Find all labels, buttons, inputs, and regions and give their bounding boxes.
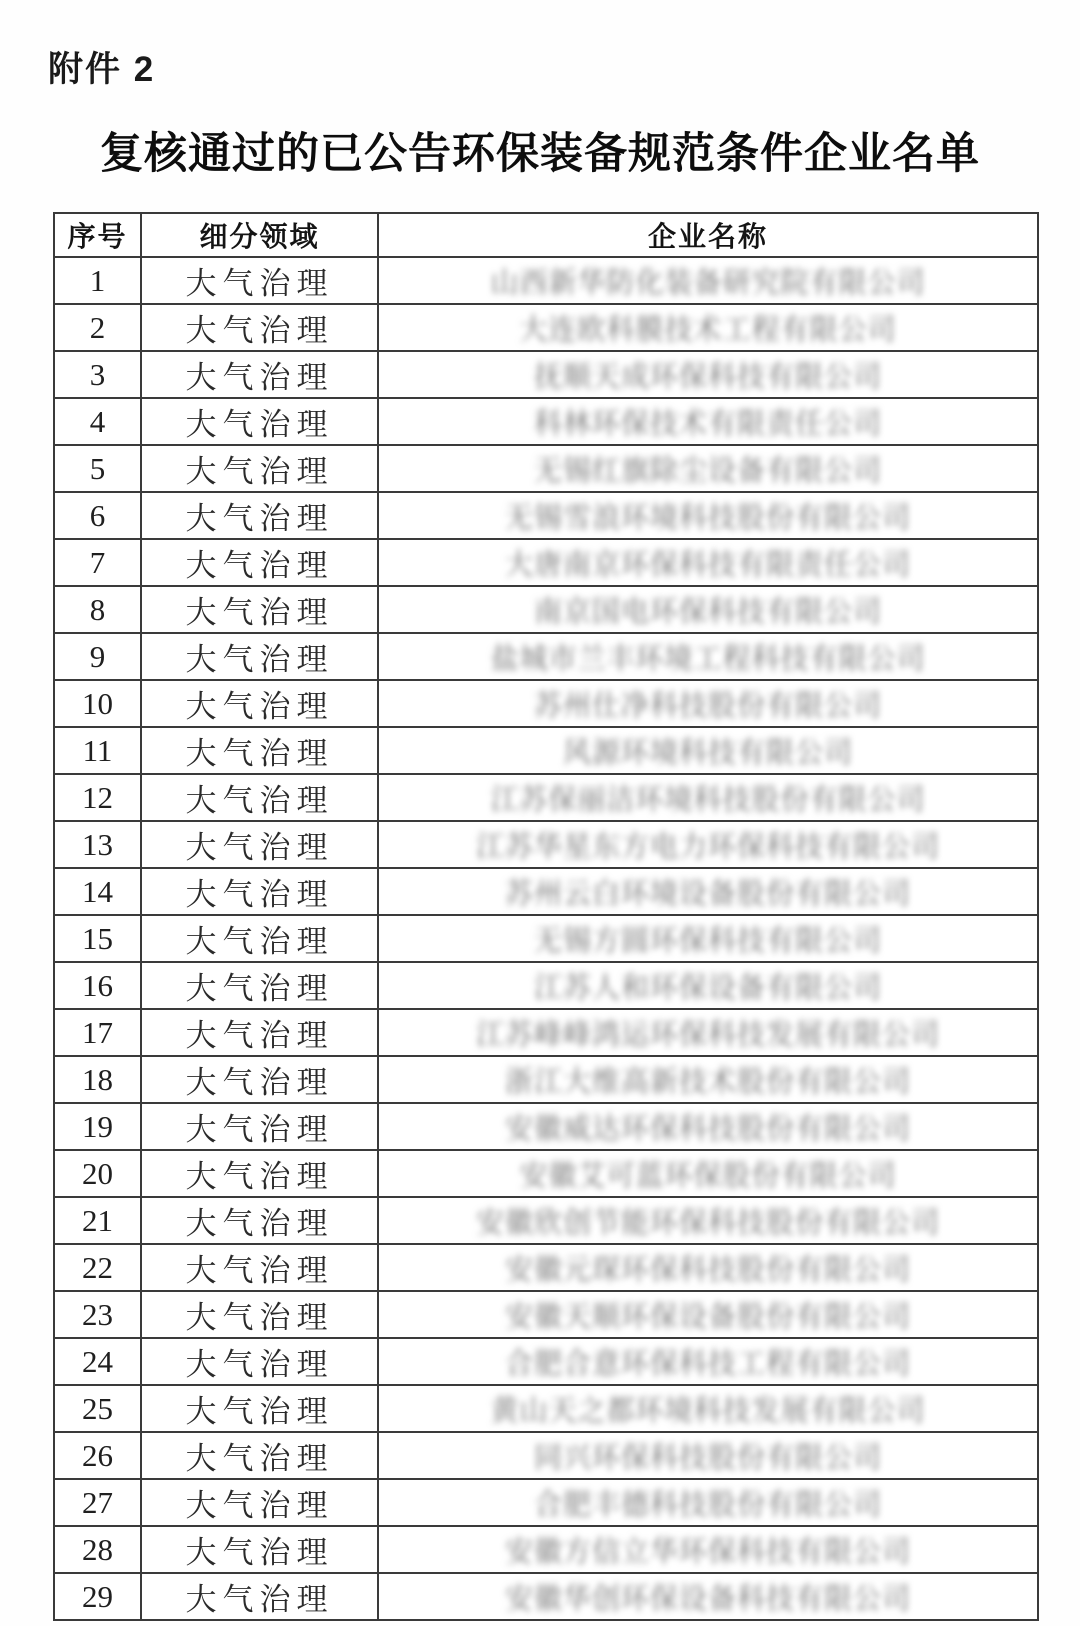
row-serial-number: 5 xyxy=(54,445,141,492)
table-row xyxy=(54,962,1038,1009)
row-subdivision-field: 大气治理 xyxy=(141,539,378,586)
row-company-name xyxy=(378,868,1038,915)
row-subdivision-field: 大气治理 xyxy=(141,774,378,821)
blurred-company-name: 大唐南京环保科技有限责任公司 xyxy=(504,548,911,582)
blurred-company-name: 苏州云白环境设备股份有限公司 xyxy=(504,877,911,911)
row-serial-number: 8 xyxy=(54,586,141,633)
row-subdivision-field: 大气治理 xyxy=(141,868,378,915)
blurred-company-name: 安徽天顺环保设备股份有限公司 xyxy=(504,1300,911,1334)
attachment-label: 附件 2 xyxy=(48,50,156,89)
row-company-name xyxy=(378,398,1038,445)
table-row xyxy=(54,915,1038,962)
blurred-company-name: 科林环保技术有限责任公司 xyxy=(533,407,882,441)
blurred-company-name: 苏州仕净科技股份有限公司 xyxy=(533,689,882,723)
header-company-name: 企业名称 xyxy=(378,213,1038,257)
blurred-company-name: 风源环境科技有限公司 xyxy=(562,736,853,770)
blurred-company-name: 合肥丰德科技股份有限公司 xyxy=(533,1488,882,1522)
blurred-company-name: 安徽方信立华环保科技有限公司 xyxy=(504,1535,911,1569)
blurred-company-name: 安徽华创环保设备科技有限公司 xyxy=(504,1582,911,1616)
row-company-name xyxy=(378,1009,1038,1056)
row-company-name xyxy=(378,1244,1038,1291)
row-subdivision-field: 大气治理 xyxy=(141,915,378,962)
row-serial-number: 14 xyxy=(54,868,141,915)
header-subdivision-field: 细分领域 xyxy=(141,213,378,257)
row-serial-number: 16 xyxy=(54,962,141,1009)
row-company-name xyxy=(378,1150,1038,1197)
row-serial-number: 15 xyxy=(54,915,141,962)
row-company-name xyxy=(378,727,1038,774)
row-subdivision-field: 大气治理 xyxy=(141,1385,378,1432)
table-row xyxy=(54,1150,1038,1197)
row-serial-number: 1 xyxy=(54,257,141,304)
table-row xyxy=(54,1009,1038,1056)
row-serial-number: 2 xyxy=(54,304,141,351)
row-subdivision-field: 大气治理 xyxy=(141,351,378,398)
page-title: 复核通过的已公告环保装备规范条件企业名单 xyxy=(100,131,980,178)
row-company-name xyxy=(378,1056,1038,1103)
blurred-company-name: 江苏华星东方电力环保科技有限公司 xyxy=(475,830,940,864)
row-company-name xyxy=(378,539,1038,586)
row-subdivision-field: 大气治理 xyxy=(141,1009,378,1056)
table-row xyxy=(54,398,1038,445)
table-row xyxy=(54,445,1038,492)
row-subdivision-field: 大气治理 xyxy=(141,1103,378,1150)
row-serial-number: 4 xyxy=(54,398,141,445)
row-company-name xyxy=(378,1291,1038,1338)
row-serial-number: 26 xyxy=(54,1432,141,1479)
table-row xyxy=(54,257,1038,304)
row-serial-number: 21 xyxy=(54,1197,141,1244)
blurred-company-name: 安徽威达环保科技股份有限公司 xyxy=(504,1112,911,1146)
row-serial-number: 18 xyxy=(54,1056,141,1103)
row-serial-number: 13 xyxy=(54,821,141,868)
row-company-name xyxy=(378,1197,1038,1244)
header-serial-number: 序号 xyxy=(54,213,141,257)
row-company-name xyxy=(378,1103,1038,1150)
row-subdivision-field: 大气治理 xyxy=(141,398,378,445)
blurred-company-name: 江苏峰峰鸿运环保科技发展有限公司 xyxy=(475,1018,940,1052)
row-company-name xyxy=(378,774,1038,821)
row-subdivision-field: 大气治理 xyxy=(141,1197,378,1244)
table-row xyxy=(54,492,1038,539)
row-subdivision-field: 大气治理 xyxy=(141,1056,378,1103)
row-subdivision-field: 大气治理 xyxy=(141,1244,378,1291)
row-company-name xyxy=(378,821,1038,868)
row-serial-number: 19 xyxy=(54,1103,141,1150)
row-serial-number: 28 xyxy=(54,1526,141,1573)
row-subdivision-field: 大气治理 xyxy=(141,633,378,680)
row-subdivision-field: 大气治理 xyxy=(141,1338,378,1385)
row-subdivision-field: 大气治理 xyxy=(141,1432,378,1479)
row-company-name xyxy=(378,680,1038,727)
row-subdivision-field: 大气治理 xyxy=(141,445,378,492)
blurred-company-name: 南京国电环保科技有限公司 xyxy=(533,595,882,629)
row-company-name xyxy=(378,257,1038,304)
row-serial-number: 12 xyxy=(54,774,141,821)
row-subdivision-field: 大气治理 xyxy=(141,727,378,774)
row-serial-number: 27 xyxy=(54,1479,141,1526)
row-subdivision-field: 大气治理 xyxy=(141,257,378,304)
row-company-name xyxy=(378,915,1038,962)
blurred-company-name: 无锡方圆环保科技有限公司 xyxy=(533,924,882,958)
row-serial-number: 3 xyxy=(54,351,141,398)
table-row xyxy=(54,1432,1038,1479)
row-serial-number: 9 xyxy=(54,633,141,680)
row-company-name xyxy=(378,1573,1038,1620)
table-row xyxy=(54,539,1038,586)
table-row xyxy=(54,1103,1038,1150)
blurred-company-name: 安徽元琛环保科技股份有限公司 xyxy=(504,1253,911,1287)
table-body xyxy=(54,257,1038,1620)
table-header-row xyxy=(54,213,1038,257)
row-company-name xyxy=(378,1526,1038,1573)
blurred-company-name: 抚顺天成环保科技有限公司 xyxy=(533,360,882,394)
row-serial-number: 6 xyxy=(54,492,141,539)
blurred-company-name: 合肥合意环保科技工程有限公司 xyxy=(504,1347,911,1381)
table-row xyxy=(54,868,1038,915)
blurred-company-name: 同兴环保科技股份有限公司 xyxy=(533,1441,882,1475)
row-serial-number: 17 xyxy=(54,1009,141,1056)
row-company-name xyxy=(378,1385,1038,1432)
blurred-company-name: 安徽艾可蓝环保股份有限公司 xyxy=(519,1159,897,1193)
row-subdivision-field: 大气治理 xyxy=(141,1291,378,1338)
row-company-name xyxy=(378,962,1038,1009)
table-row xyxy=(54,774,1038,821)
row-serial-number: 11 xyxy=(54,727,141,774)
table-row xyxy=(54,1479,1038,1526)
row-subdivision-field: 大气治理 xyxy=(141,1526,378,1573)
table-row xyxy=(54,586,1038,633)
table-row xyxy=(54,1573,1038,1620)
blurred-company-name: 浙江大维高新技术股份有限公司 xyxy=(504,1065,911,1099)
blurred-company-name: 大连欧科膜技术工程有限公司 xyxy=(519,313,897,347)
table-row xyxy=(54,1526,1038,1573)
row-subdivision-field: 大气治理 xyxy=(141,962,378,1009)
blurred-company-name: 山西新华防化装备研究院有限公司 xyxy=(490,266,926,300)
row-company-name xyxy=(378,351,1038,398)
table-row xyxy=(54,821,1038,868)
row-company-name xyxy=(378,586,1038,633)
row-subdivision-field: 大气治理 xyxy=(141,304,378,351)
row-serial-number: 7 xyxy=(54,539,141,586)
row-company-name xyxy=(378,445,1038,492)
row-serial-number: 10 xyxy=(54,680,141,727)
table-row xyxy=(54,1338,1038,1385)
blurred-company-name: 江苏保丽洁环境科技股份有限公司 xyxy=(490,783,926,817)
table-row xyxy=(54,1244,1038,1291)
row-subdivision-field: 大气治理 xyxy=(141,586,378,633)
row-serial-number: 20 xyxy=(54,1150,141,1197)
row-subdivision-field: 大气治理 xyxy=(141,1150,378,1197)
table-row xyxy=(54,1385,1038,1432)
table-row xyxy=(54,633,1038,680)
blurred-company-name: 江苏人和环保设备有限公司 xyxy=(533,971,882,1005)
row-company-name xyxy=(378,633,1038,680)
row-serial-number: 22 xyxy=(54,1244,141,1291)
row-serial-number: 29 xyxy=(54,1573,141,1620)
row-company-name xyxy=(378,1432,1038,1479)
row-subdivision-field: 大气治理 xyxy=(141,680,378,727)
table-row xyxy=(54,304,1038,351)
blurred-company-name: 黄山天之都环境科技发展有限公司 xyxy=(490,1394,926,1428)
company-table xyxy=(53,212,1039,1621)
row-serial-number: 23 xyxy=(54,1291,141,1338)
row-subdivision-field: 大气治理 xyxy=(141,1479,378,1526)
row-serial-number: 24 xyxy=(54,1338,141,1385)
table-row xyxy=(54,351,1038,398)
blurred-company-name: 盐城市兰丰环境工程科技有限公司 xyxy=(490,642,926,676)
row-serial-number: 25 xyxy=(54,1385,141,1432)
row-company-name xyxy=(378,304,1038,351)
blurred-company-name: 无锡雪浪环境科技股份有限公司 xyxy=(504,501,911,535)
table-row xyxy=(54,727,1038,774)
row-subdivision-field: 大气治理 xyxy=(141,821,378,868)
table-row xyxy=(54,1197,1038,1244)
row-company-name xyxy=(378,492,1038,539)
row-company-name xyxy=(378,1479,1038,1526)
row-subdivision-field: 大气治理 xyxy=(141,492,378,539)
table-row xyxy=(54,1056,1038,1103)
table-row xyxy=(54,1291,1038,1338)
table-row xyxy=(54,680,1038,727)
row-subdivision-field: 大气治理 xyxy=(141,1573,378,1620)
blurred-company-name: 无锡红旗除尘设备有限公司 xyxy=(533,454,882,488)
blurred-company-name: 安徽欣创节能环保科技股份有限公司 xyxy=(475,1206,940,1240)
row-company-name xyxy=(378,1338,1038,1385)
